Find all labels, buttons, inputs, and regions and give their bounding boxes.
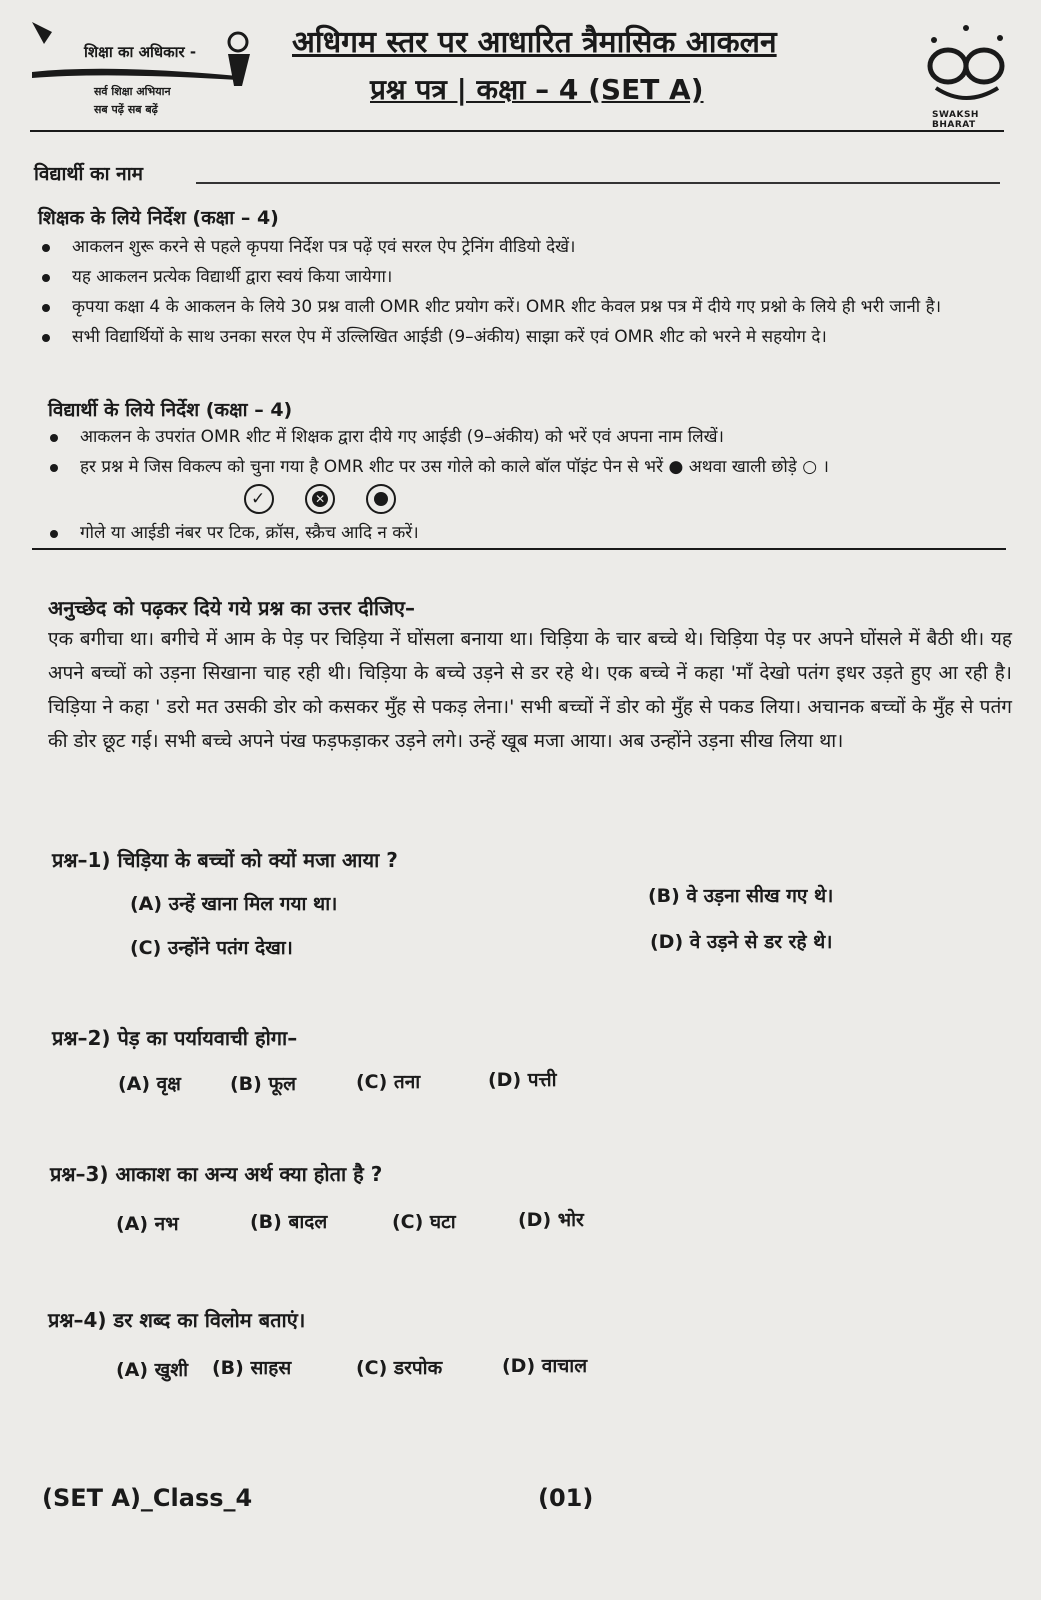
set-class-label: (SET A)_Class_4 <box>42 1484 253 1512</box>
passage-heading: अनुच्छेद को पढ़कर दिये गये प्रश्न का उत्तर दीजिए– <box>48 596 415 620</box>
cross-bubble-icon: ✕ <box>305 484 335 514</box>
question-4-option-d[interactable]: (D) वाचाल <box>502 1355 588 1377</box>
swachh-bharat-logo <box>916 18 1016 128</box>
question-3-option-d[interactable]: (D) भोर <box>518 1209 584 1231</box>
question-1-option-c[interactable]: (C) उन्होंने पतंग देखा। <box>130 937 293 959</box>
logo-right-brand-text: SWAKSH BHARAT <box>932 110 979 130</box>
logo-tagline: सब पढ़ें सब बढ़ें <box>94 103 158 116</box>
teacher-instructions-list <box>28 234 1008 354</box>
list-item: यह आकलन प्रत्येक विद्यार्थी द्वारा स्वयं किया जायेगा। <box>28 264 1008 290</box>
question-2-option-b[interactable]: (B) फूल <box>230 1073 296 1095</box>
list-item: हर प्रश्न मे जिस विकल्प को चुना गया है OMR शीट पर उस गोले को काले बॉल पॉइंट पेन से भरें ● अथवा खाली छोड़े ○ । <box>36 454 1006 480</box>
filled-bubble-icon <box>366 484 396 514</box>
passage-text: एक बगीचा था। बगीचे में आम के पेड़ पर चिड़िया नें घोंसला बनाया था। चिड़िया के चार बच्चे थे। चिड़िया पेड़ पर अपने घोंसले में बैठी थी। यह अपने बच्चों को उड़ना सिखाना चाह रही थी। चिड़िया के बच्चे उड़ने से डर रहे थे। एक बच्चे नें कहा 'माँ देखो पतंग इधर उड़ते हुए आ रही है। चिड़िया ने कहा ' डरो मत उसकी डोर को कसकर मुँह से पकड़ लेना।' सभी बच्चों नें डोर को मुँह से पकड लिया। अचानक बच्चों के मुँह से पतंग की डोर छूट गई। सभी बच्चे अपने पंख फड़फड़ाकर उड़ने लगे। उन्हें खूब मजा आया। अब उन्होंने उड़ना सीख लिया था। <box>48 628 1012 752</box>
list-item: आकलन शुरू करने से पहले कृपया निर्देश पत्र पढ़ें एवं सरल ऐप ट्रेनिंग वीडियो देखें। <box>28 234 1008 260</box>
question-3-option-b[interactable]: (B) बादल <box>250 1211 328 1233</box>
question-4: प्रश्न–4) डर शब्द का विलोम बताएं। <box>48 1308 306 1332</box>
question-1-option-a[interactable]: (A) उन्हें खाना मिल गया था। <box>130 893 338 915</box>
page-title: अधिगम स्तर पर आधारित त्रैमासिक आकलन <box>292 25 777 60</box>
question-4-option-a[interactable]: (A) खुशी <box>116 1359 189 1381</box>
student-instructions-list-a <box>36 424 1006 484</box>
student-instructions-list-b <box>36 520 1006 550</box>
omr-bubble-examples <box>244 484 422 516</box>
tick-bubble-icon: ✓ <box>244 484 274 514</box>
list-item: सभी विद्यार्थियों के साथ उनका सरल ऐप में उल्लिखित आईडी (9–अंकीय) साझा करें एवं OMR शीट को भरने मे सहयोग दे। <box>28 324 1008 350</box>
question-2-option-a[interactable]: (A) वृक्ष <box>118 1073 181 1095</box>
question-3: प्रश्न–3) आकाश का अन्य अर्थ क्या होता है ? <box>50 1162 383 1186</box>
question-1-option-b[interactable]: (B) वे उड़ना सीख गए थे। <box>648 885 834 907</box>
question-1: प्रश्न–1) चिड़िया के बच्चों को क्यों मजा आया ? <box>52 848 398 872</box>
instructions-divider <box>32 548 1006 550</box>
question-4-option-b[interactable]: (B) साहस <box>212 1357 292 1379</box>
question-3-option-a[interactable]: (A) नभ <box>116 1213 179 1235</box>
teacher-instructions-heading: शिक्षक के लिये निर्देश (कक्षा – 4) <box>38 207 279 229</box>
student-name-label: विद्यार्थी का नाम <box>34 163 144 185</box>
student-name-field[interactable] <box>196 182 1000 184</box>
list-item: कृपया कक्षा 4 के आकलन के लिये 30 प्रश्न वाली OMR शीट प्रयोग करें। OMR शीट केवल प्रश्न पत्र में दीये गए प्रश्नो के लिये ही भरी जानी है। <box>28 294 1008 320</box>
question-4-option-c[interactable]: (C) डरपोक <box>356 1357 443 1379</box>
logo-brand-text: शिक्षा का अधिकार - <box>84 43 197 61</box>
header-divider <box>30 130 1004 132</box>
list-item: गोले या आईडी नंबर पर टिक, क्रॉस, स्क्रैच आदि न करें। <box>36 520 1006 546</box>
logo-subtitle: सर्व शिक्षा अभियान <box>94 85 171 98</box>
list-item: आकलन के उपरांत OMR शीट में शिक्षक द्वारा दीये गए आईडी (9–अंकीय) को भरें एवं अपना नाम लिखें। <box>36 424 1006 450</box>
question-3-option-c[interactable]: (C) घटा <box>392 1211 456 1233</box>
question-2: प्रश्न–2) पेड़ का पर्यायवाची होगा– <box>52 1026 298 1050</box>
question-2-option-c[interactable]: (C) तना <box>356 1071 421 1093</box>
question-2-option-d[interactable]: (D) पत्ती <box>488 1069 557 1091</box>
student-instructions-heading: विद्यार्थी के लिये निर्देश (कक्षा – 4) <box>48 399 293 421</box>
spectacles-emblem-icon <box>916 18 1016 114</box>
question-1-option-d[interactable]: (D) वे उड़ने से डर रहे थे। <box>650 931 833 953</box>
page-subtitle: प्रश्न पत्र | कक्षा – 4 (SET A) <box>370 73 704 106</box>
page-number: (01) <box>538 1484 594 1512</box>
sarva-shiksha-logo <box>28 14 258 124</box>
